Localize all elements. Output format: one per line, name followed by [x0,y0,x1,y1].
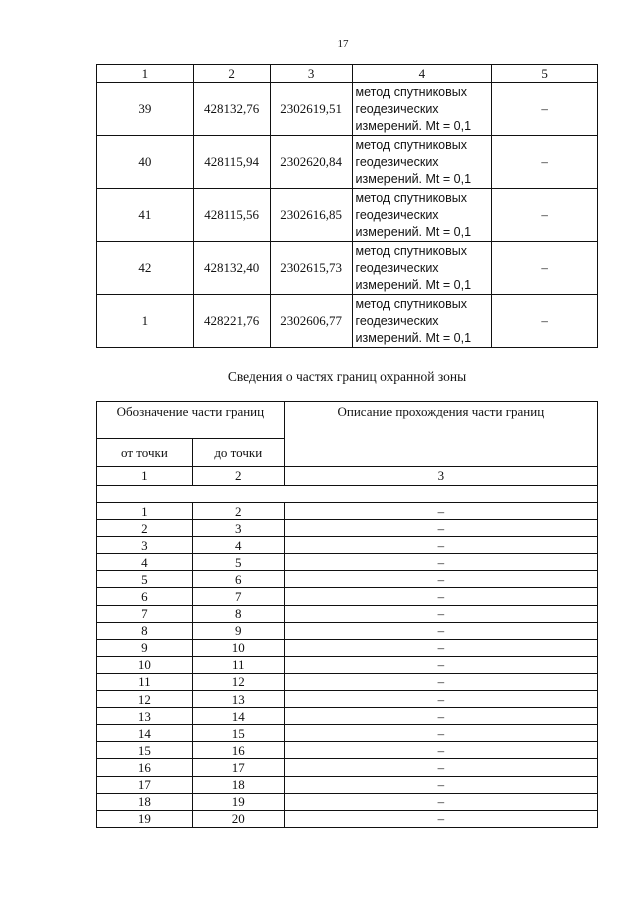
coordinates-header-row [97,65,598,83]
method-line: геодезических [355,154,439,169]
from-point-cell: 2 [97,520,193,537]
point-number-cell: 39 [97,83,194,136]
from-point-cell: 3 [97,537,193,554]
point-number-cell: 40 [97,136,194,189]
method-cell [352,83,492,136]
header-part-description: Описание прохождения части границ [284,402,597,467]
table-row [97,503,598,520]
to-point-cell: 13 [192,691,284,708]
note-cell: – [492,83,598,136]
to-point-cell: 9 [192,622,284,639]
description-cell: – [284,537,597,554]
description-cell: – [284,708,597,725]
y-coordinate-cell: 2302615,73 [270,242,352,295]
x-coordinate-cell: 428115,56 [193,189,270,242]
header-to-point: до точки [192,439,284,467]
table-row [97,571,598,588]
method-line: метод спутниковых [355,296,468,311]
description-cell: – [284,622,597,639]
description-cell: – [284,810,597,827]
y-coordinate-cell: 2302620,84 [270,136,352,189]
column-number-1: 1 [97,467,193,486]
x-coordinate-cell: 428221,76 [193,295,270,348]
from-point-cell: 11 [97,673,193,690]
from-point-cell: 5 [97,571,193,588]
table-row [97,742,598,759]
description-cell: – [284,554,597,571]
from-point-cell: 8 [97,622,193,639]
blank-row [97,486,598,503]
to-point-cell: 17 [192,759,284,776]
description-cell: – [284,571,597,588]
blank-cell [97,486,598,503]
description-cell: – [284,742,597,759]
to-point-cell: 11 [192,656,284,673]
from-point-cell: 12 [97,691,193,708]
table-row [97,759,598,776]
from-point-cell: 15 [97,742,193,759]
table-row [97,708,598,725]
table-row [97,189,598,242]
from-point-cell: 19 [97,810,193,827]
to-point-cell: 7 [192,588,284,605]
x-coordinate-cell: 428132,40 [193,242,270,295]
from-point-cell: 17 [97,776,193,793]
from-point-cell: 9 [97,639,193,656]
to-point-cell: 6 [192,571,284,588]
method-line: измерений. Mt = 0,1 [355,118,472,133]
table-row [97,295,598,348]
column-number-4: 4 [352,65,492,83]
method-line: метод спутниковых [355,84,468,99]
description-cell: – [284,639,597,656]
to-point-cell: 20 [192,810,284,827]
table-row [97,810,598,827]
from-point-cell: 18 [97,793,193,810]
method-line: геодезических [355,207,439,222]
to-point-cell: 19 [192,793,284,810]
method-line: измерений. Mt = 0,1 [355,171,472,186]
point-number-cell: 41 [97,189,194,242]
description-cell: – [284,503,597,520]
table-row [97,656,598,673]
to-point-cell: 4 [192,537,284,554]
description-cell: – [284,725,597,742]
table-row [97,639,598,656]
from-point-cell: 6 [97,588,193,605]
table-row [97,520,598,537]
method-line: метод спутниковых [355,137,468,152]
method-line: геодезических [355,260,439,275]
coordinates-table [96,64,598,348]
table-row [97,136,598,189]
y-coordinate-cell: 2302619,51 [270,83,352,136]
method-line: измерений. Mt = 0,1 [355,277,472,292]
method-line: измерений. Mt = 0,1 [355,330,472,345]
column-number-3: 3 [284,467,597,486]
note-cell: – [492,136,598,189]
y-coordinate-cell: 2302606,77 [270,295,352,348]
description-cell: – [284,759,597,776]
method-line: геодезических [355,101,439,116]
point-number-cell: 42 [97,242,194,295]
y-coordinate-cell: 2302616,85 [270,189,352,242]
header-from-point: от точки [97,439,193,467]
table-row [97,605,598,622]
to-point-cell: 16 [192,742,284,759]
table-row [97,793,598,810]
to-point-cell: 10 [192,639,284,656]
from-point-cell: 7 [97,605,193,622]
to-point-cell: 2 [192,503,284,520]
method-line: измерений. Mt = 0,1 [355,224,472,239]
from-point-cell: 4 [97,554,193,571]
from-point-cell: 13 [97,708,193,725]
method-line: метод спутниковых [355,190,468,205]
description-cell: – [284,656,597,673]
description-cell: – [284,520,597,537]
description-cell: – [284,691,597,708]
section-title: Сведения о частях границ охранной зоны [227,369,467,384]
to-point-cell: 12 [192,673,284,690]
description-cell: – [284,605,597,622]
boundary-parts-table [96,401,598,828]
table-row [97,83,598,136]
from-point-cell: 16 [97,759,193,776]
x-coordinate-cell: 428115,94 [193,136,270,189]
to-point-cell: 3 [192,520,284,537]
table-row [97,691,598,708]
description-cell: – [284,673,597,690]
point-number-cell: 1 [97,295,194,348]
to-point-cell: 15 [192,725,284,742]
table-row [97,776,598,793]
note-cell: – [492,242,598,295]
column-number-2: 2 [192,467,284,486]
note-cell: – [492,295,598,348]
method-cell [352,242,492,295]
table-row [97,554,598,571]
column-number-5: 5 [492,65,598,83]
method-line: геодезических [355,313,439,328]
method-cell [352,295,492,348]
column-number-2: 2 [193,65,270,83]
note-cell: – [492,189,598,242]
page-number: 17 [337,38,349,50]
to-point-cell: 18 [192,776,284,793]
boundary-header-row [97,402,598,439]
description-cell: – [284,793,597,810]
to-point-cell: 8 [192,605,284,622]
to-point-cell: 5 [192,554,284,571]
table-row [97,242,598,295]
table-row [97,673,598,690]
table-row [97,622,598,639]
method-cell [352,136,492,189]
table-row [97,588,598,605]
header-part-designation: Обозначение части границ [97,402,285,439]
column-number-1: 1 [97,65,194,83]
method-line: метод спутниковых [355,243,468,258]
x-coordinate-cell: 428132,76 [193,83,270,136]
column-number-3: 3 [270,65,352,83]
table-row [97,725,598,742]
from-point-cell: 1 [97,503,193,520]
method-cell [352,189,492,242]
boundary-column-numbers-row [97,467,598,486]
from-point-cell: 14 [97,725,193,742]
description-cell: – [284,588,597,605]
to-point-cell: 14 [192,708,284,725]
from-point-cell: 10 [97,656,193,673]
description-cell: – [284,776,597,793]
table-row [97,537,598,554]
